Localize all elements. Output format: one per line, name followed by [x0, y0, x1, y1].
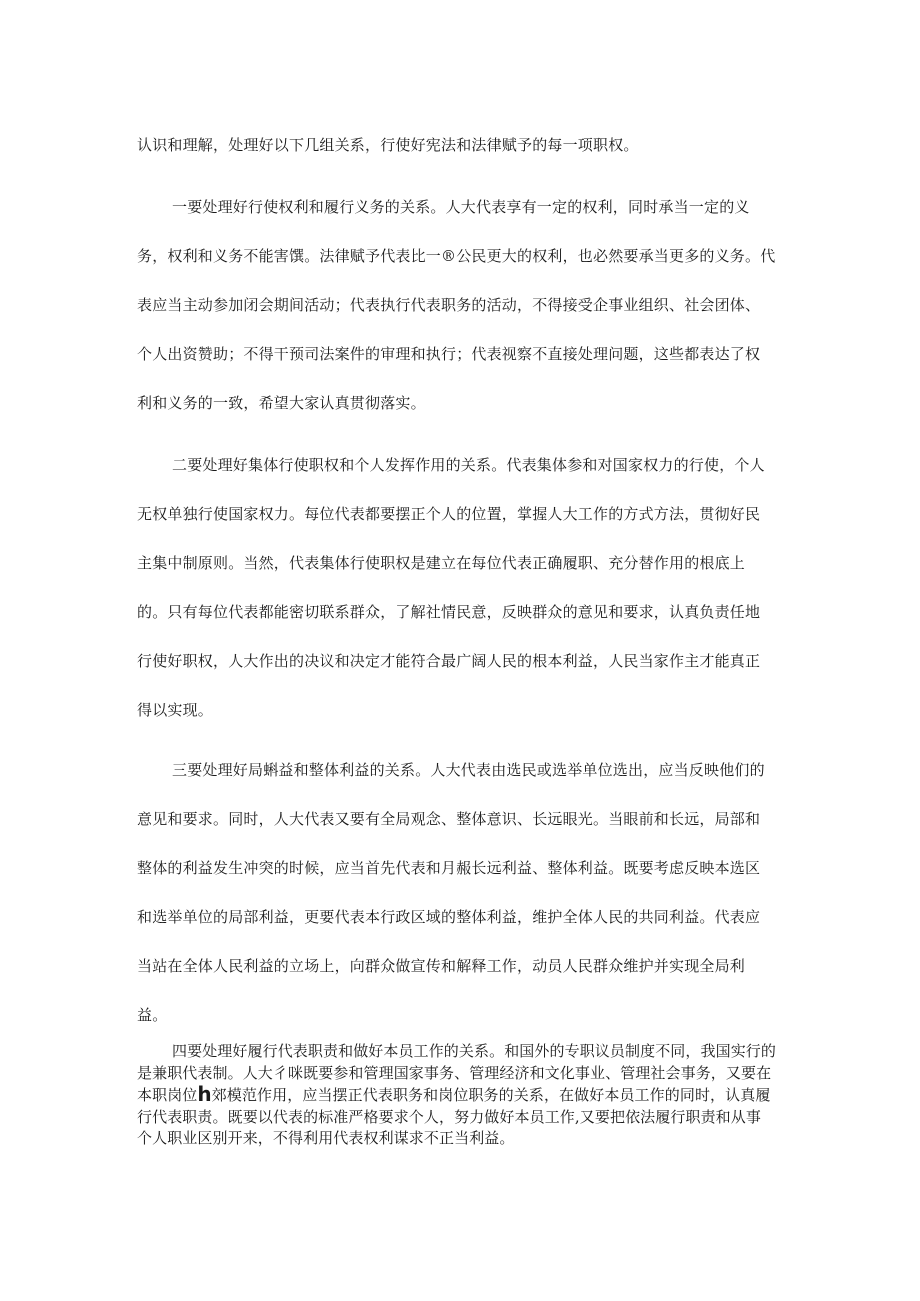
- text-line: 三要处理好局蝌益和整体利益的关系。人大代表由选民或选举单位选出，应当反映他们的: [172, 761, 765, 779]
- text-line: 的。只有每位代表都能密切联系群众，了解社情民意，反映群众的意见和要求，认真负责任地: [137, 603, 761, 621]
- text-line: 无权单独行使国家权力。每位代表都要摆正个人的位置，掌握人大工作的方式方法，贯彻好民: [137, 505, 761, 523]
- text-line: 二要处理好集体行使职权和个人发挥作用的关系。代表集体参和对国家权力的行使，个人: [172, 456, 765, 474]
- text-line: 行使好职权，人大作出的决议和决定才能符合最广阔人民的根本利益，人民当家作主才能真正: [137, 652, 761, 670]
- text-line: 整体的利益发生冲突的时候，应当首先代表和月赧长远利益、整体利益。既要考虑反映本选区: [137, 859, 761, 877]
- text-line: 意见和要求。同时，人大代表又要有全局观念、整体意识、长远眼光。当眼前和长远，局部和: [137, 810, 761, 828]
- text-line: 是兼职代表制。人大彳咪既要参和管理国家事务、管理经济和文化事业、管理社会事务，又要在: [137, 1063, 772, 1082]
- text-fragment: 郊模范作用，应当摆正代表职务和岗位职务的关系，在做好本员工作的同时，认真履: [211, 1086, 771, 1104]
- text-line: 一要处理好行使权利和履行义务的关系。人大代表享有一定的权利，同时承当一定的义: [172, 198, 750, 216]
- text-line: 务，权利和义务不能害馔。法律赋予代表比一®公民更大的权利，也必然要承当更多的义务。代: [137, 247, 776, 265]
- text-fragment: 本职岗位: [137, 1086, 198, 1104]
- text-line: [137, 1084, 791, 1107]
- text-line: 表应当主动参加闭会期间活动；代表执行代表职务的活动，不得接受企事业组织、社会团体、: [137, 296, 761, 314]
- text-line: 四要处理好履行代表职责和做好本员工作的关系。和国外的专职议员制度不同，我国实行的: [172, 1042, 777, 1060]
- text-line: 和选举单位的局部利益，更要代表本行政区域的整体利益，维护全体人民的共同利益。代表应: [137, 908, 761, 926]
- text-line: 利和义务的一致，希望大家认真贯彻落实。: [137, 394, 426, 412]
- text-line: 行代表职责。既要以代表的标准严格要求个人，努力做好本员工作,又要把依法履行职责和从事: [137, 1107, 761, 1126]
- dense-paragraph: [137, 1041, 791, 1150]
- text-line: 认识和理解，处理好以下几组关系，行使好宪法和法律赋予的每一项职权。: [137, 136, 639, 154]
- text-line: 个人职业区别开来，不得利用代表权利谋求不正当利益。: [137, 1129, 515, 1147]
- text-line: 益。: [137, 1006, 168, 1024]
- text-fragment: h: [197, 1082, 212, 1106]
- text-line: 个人出资赞助；不得干预司法案件的审理和执行；代表视察不直接处理问题，这些都表达了权: [137, 345, 761, 363]
- text-line: 当站在全体人民利益的立场上，向群众做宣传和解释工作，动员人民群众维护并实现全局利: [137, 957, 746, 975]
- text-line: 主集中制原则。当然，代表集体行使职权是建立在每位代表正确履职、充分替作用的根底上: [137, 554, 746, 572]
- text-line: 得以实现。: [137, 701, 214, 719]
